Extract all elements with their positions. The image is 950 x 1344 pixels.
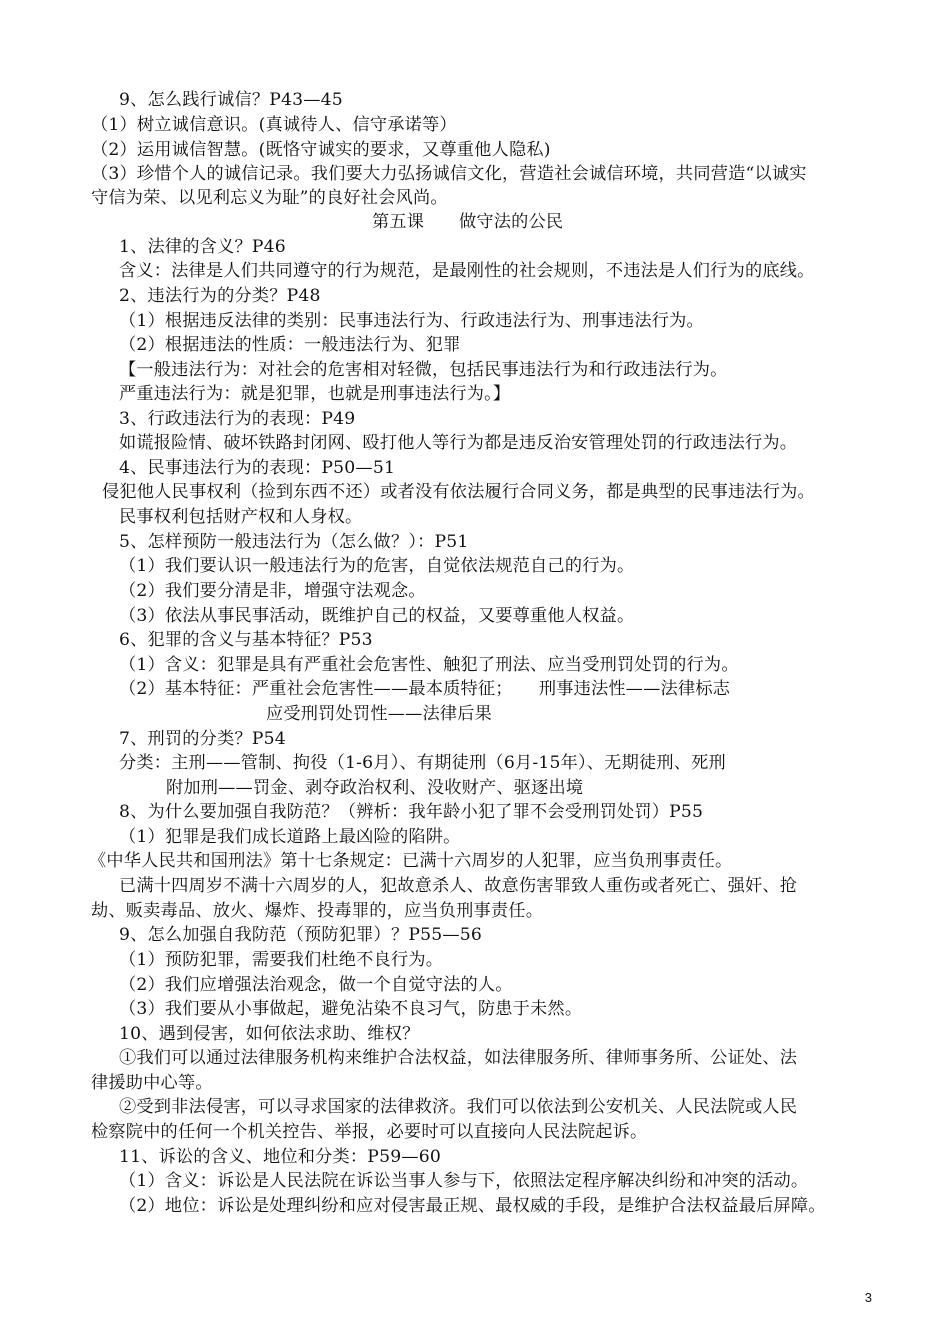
question-heading: 8、为什么要加强自我防范？（辨析：我年龄小犯了罪不会受刑罚处罚）P55 xyxy=(119,802,704,822)
text-line: （1）含义：诉讼是人民法院在诉讼当事人参与下，依照法定程序解决纠纷和冲突的活动。 xyxy=(119,1171,809,1191)
text-line: ②受到非法侵害，可以寻求国家的法律救济。我们可以依法到公安机关、人民法院或人民 xyxy=(119,1097,798,1117)
text-line: （2）我们应增强法治观念，做一个自觉守法的人。 xyxy=(119,975,513,995)
text-line: 已满十四周岁不满十六周岁的人，犯故意杀人、故意伤害罪致人重伤或者死亡、强奸、抢 xyxy=(119,876,798,896)
text-line: 含义：法律是人们共同遵守的行为规范，是最刚性的社会规则，不违法是人们行为的底线。 xyxy=(119,261,815,281)
question-9-heading: 9、怎么践行诚信？P43—45 xyxy=(119,90,343,110)
text-line: 守信为荣、以见利忘义为耻”的良好社会风尚。 xyxy=(91,188,448,208)
text-line: 分类：主刑——管制、拘役（1-6月）、有期徒刑（6月-15年）、无期徒刑、死刑 xyxy=(119,753,726,773)
lesson-title: 第五课 做守法的公民 xyxy=(372,212,564,232)
question-heading: 4、民事违法行为的表现：P50—51 xyxy=(119,458,396,478)
text-line: 侵犯他人民事权利（捡到东西不还）或者没有依法履行合同义务，都是典型的民事违法行为。 xyxy=(102,482,815,502)
text-line: （2）运用诚信智慧。(既恪守诚实的要求，又尊重他人隐私) xyxy=(91,140,551,160)
text-line: 民事权利包括财产权和人身权。 xyxy=(119,507,363,527)
text-line: 劫、贩卖毒品、放火、爆炸、投毒罪的，应当负刑事责任。 xyxy=(91,901,544,921)
text-line: （1）根据违反法律的类别：民事违法行为、行政违法行为、刑事违法行为。 xyxy=(119,311,704,331)
text-line: （2）根据违法的性质：一般违法行为、犯罪 xyxy=(119,335,461,355)
text-line: （2）我们要分清是非，增强守法观念。 xyxy=(119,581,426,601)
text-line: （3）依法从事民事活动，既维护自己的权益，又要尊重他人权益。 xyxy=(119,606,635,626)
text-line: 应受刑罚处罚性——法律后果 xyxy=(266,704,493,724)
text-line: （2）基本特征：严重社会危害性——最本质特征； 刑事违法性——法律标志 xyxy=(119,679,731,699)
question-heading: 3、行政违法行为的表现：P49 xyxy=(119,409,356,429)
text-line: （2）地位：诉讼是处理纠纷和应对侵害最正规、最权威的手段，是维护合法权益最后屏障。 xyxy=(119,1196,826,1216)
question-heading: 7、刑罚的分类？P54 xyxy=(119,729,286,749)
text-line: （1）预防犯罪，需要我们杜绝不良行为。 xyxy=(119,950,444,970)
text-line: 【一般违法行为：对社会的危害相对轻微，包括民事违法行为和行政违法行为。 xyxy=(119,360,728,380)
text-line: 附加刑——罚金、剥夺政治权利、没收财产、驱逐出境 xyxy=(166,778,584,798)
text-line: 检察院中的任何一个机关控告、举报，必要时可以直接向人民法院起诉。 xyxy=(91,1122,648,1142)
text-line: （1）含义：犯罪是具有严重社会危害性、触犯了刑法、应当受刑罚处罚的行为。 xyxy=(119,655,739,675)
question-heading: 5、怎样预防一般违法行为（怎么做？）：P51 xyxy=(119,532,469,552)
question-heading: 11、诉讼的含义、地位和分类：P59—60 xyxy=(119,1147,442,1167)
text-line: 《中华人民共和国刑法》第十七条规定：已满十六周岁的人犯罪，应当负刑事责任。 xyxy=(89,851,733,871)
text-line: （1）犯罪是我们成长道路上最凶险的陷阱。 xyxy=(119,827,461,847)
text-line: （3）我们要从小事做起，避免沾染不良习气，防患于未然。 xyxy=(119,999,583,1019)
page-number: 3 xyxy=(864,1290,872,1305)
text-line: 如谎报险情、破坏铁路封闭网、殴打他人等行为都是违反治安管理处罚的行政违法行为。 xyxy=(119,433,798,453)
question-heading: 10、遇到侵害，如何依法求助、维权？ xyxy=(119,1024,420,1044)
question-heading: 2、违法行为的分类？P48 xyxy=(119,286,321,306)
question-heading: 9、怎么加强自我防范（预防犯罪）？P55—56 xyxy=(119,925,483,945)
question-heading: 1、法律的含义？P46 xyxy=(119,237,286,257)
text-line: ①我们可以通过法律服务机构来维护合法权益，如法律服务所、律师事务所、公证处、法 xyxy=(119,1048,798,1068)
question-heading: 6、犯罪的含义与基本特征？P53 xyxy=(119,630,373,650)
text-line: 严重违法行为：就是犯罪，也就是刑事违法行为。】 xyxy=(119,384,511,404)
text-line: （3）珍惜个人的诚信记录。我们要大力弘扬诚信文化，营造社会诚信环境，共同营造“以诚实 xyxy=(91,164,807,184)
text-line: 律援助中心等。 xyxy=(91,1073,213,1093)
text-line: （1）树立诚信意识。(真诚待人、信守承诺等） xyxy=(91,115,457,135)
text-line: （1）我们要认识一般违法行为的危害，自觉依法规范自己的行为。 xyxy=(119,556,635,576)
